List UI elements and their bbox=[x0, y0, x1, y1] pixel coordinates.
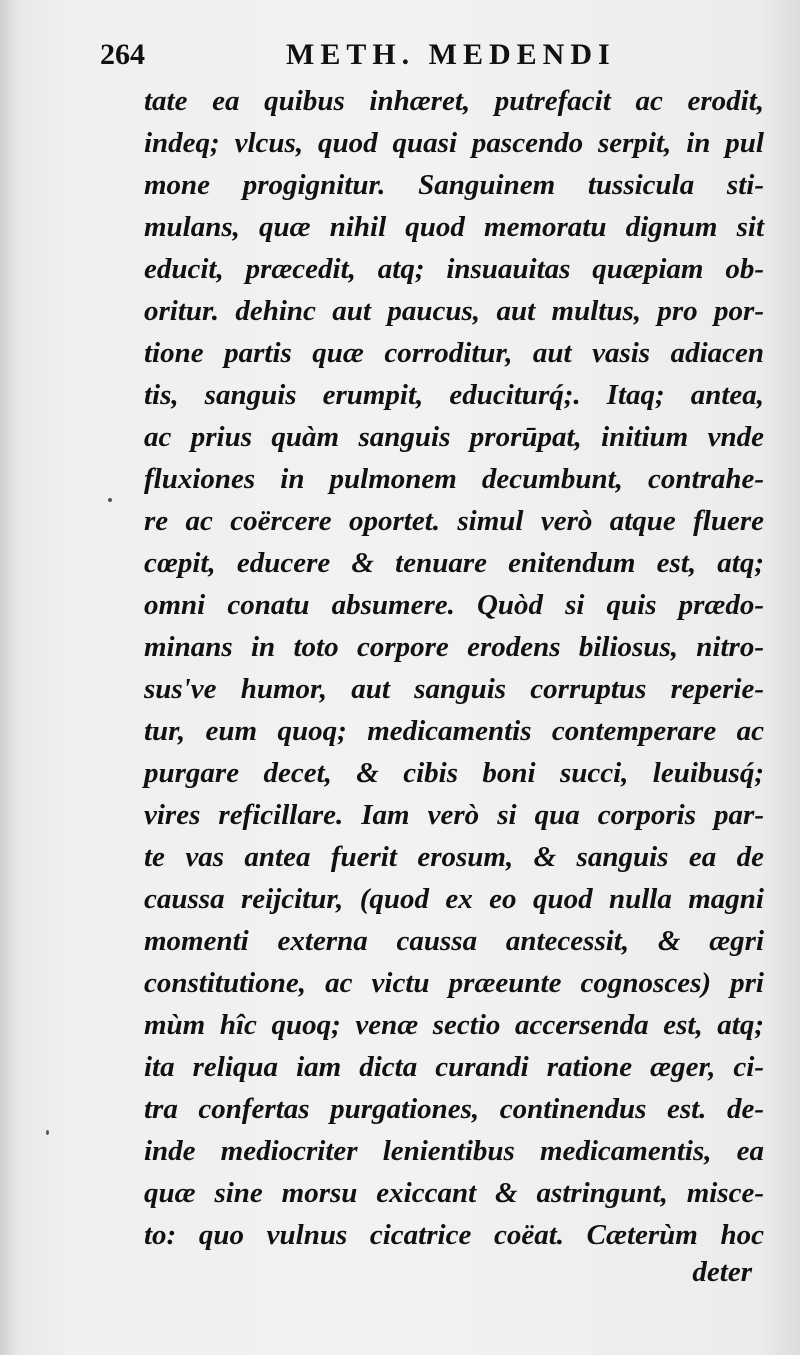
paper-speck bbox=[108, 498, 112, 502]
text-line: tur, eum quoq; medicamentis contemperare ac bbox=[144, 715, 764, 747]
text-line: te vas antea fuerit erosum, & sanguis ea de bbox=[144, 841, 764, 873]
page-number: 264 bbox=[100, 38, 145, 71]
running-title: METH. MEDENDI bbox=[286, 38, 616, 71]
text-line: inde mediocriter lenientibus medicamentis, ea bbox=[144, 1135, 764, 1167]
text-line: cœpit, educere & tenuare enitendum est, atq; bbox=[144, 547, 764, 579]
text-line: omni conatu absumere. Quòd si quis prædo- bbox=[144, 589, 764, 621]
text-line: tra confertas purgationes, continendus est. de- bbox=[144, 1093, 764, 1125]
text-line: oritur. dehinc aut paucus, aut multus, pro por- bbox=[144, 295, 764, 327]
text-line: fluxiones in pulmonem decumbunt, contrahe- bbox=[144, 463, 764, 495]
text-line: purgare decet, & cibis boni succi, leuibusq́; bbox=[144, 757, 764, 789]
paper-speck bbox=[46, 1130, 49, 1135]
text-line: mulans, quæ nihil quod memoratu dignum sit bbox=[144, 211, 764, 243]
text-line: educit, præcedit, atq; insuauitas quæpiam ob- bbox=[144, 253, 764, 285]
text-line: mùm hîc quoq; venæ sectio accersenda est, atq; bbox=[144, 1009, 764, 1041]
text-line: sus've humor, aut sanguis corruptus reperie- bbox=[144, 673, 764, 705]
text-line: tis, sanguis erumpit, educiturq́;. Itaq; antea, bbox=[144, 379, 764, 411]
text-line: mone progignitur. Sanguinem tussicula sti- bbox=[144, 169, 764, 201]
text-line: ita reliqua iam dicta curandi ratione æger, ci- bbox=[144, 1051, 764, 1083]
text-line: constitutione, ac victu præeunte cognosces) pri bbox=[144, 967, 764, 999]
catchword: deter bbox=[692, 1256, 752, 1288]
text-line: re ac coërcere oportet. simul verò atque fluere bbox=[144, 505, 764, 537]
text-line: tate ea quibus inhæret, putrefacit ac erodit, bbox=[144, 85, 764, 117]
text-line: indeq; vlcus, quod quasi pascendo serpit, in pul bbox=[144, 127, 764, 159]
body-text bbox=[144, 80, 764, 1256]
running-head bbox=[100, 38, 740, 78]
text-line: momenti externa caussa antecessit, & ægri bbox=[144, 925, 764, 957]
text-line: tione partis quæ corroditur, aut vasis adiacen bbox=[144, 337, 764, 369]
text-line: ac prius quàm sanguis prorūpat, initium vnde bbox=[144, 421, 764, 453]
text-line: caussa reijcitur, (quod ex eo quod nulla magni bbox=[144, 883, 764, 915]
text-line: vires reficillare. Iam verò si qua corporis par- bbox=[144, 799, 764, 831]
text-line: minans in toto corpore erodens biliosus, nitro- bbox=[144, 631, 764, 663]
text-line: quæ sine morsu exiccant & astringunt, misce- bbox=[144, 1177, 764, 1209]
text-line: to: quo vulnus cicatrice coëat. Cæterùm hoc bbox=[144, 1219, 764, 1251]
